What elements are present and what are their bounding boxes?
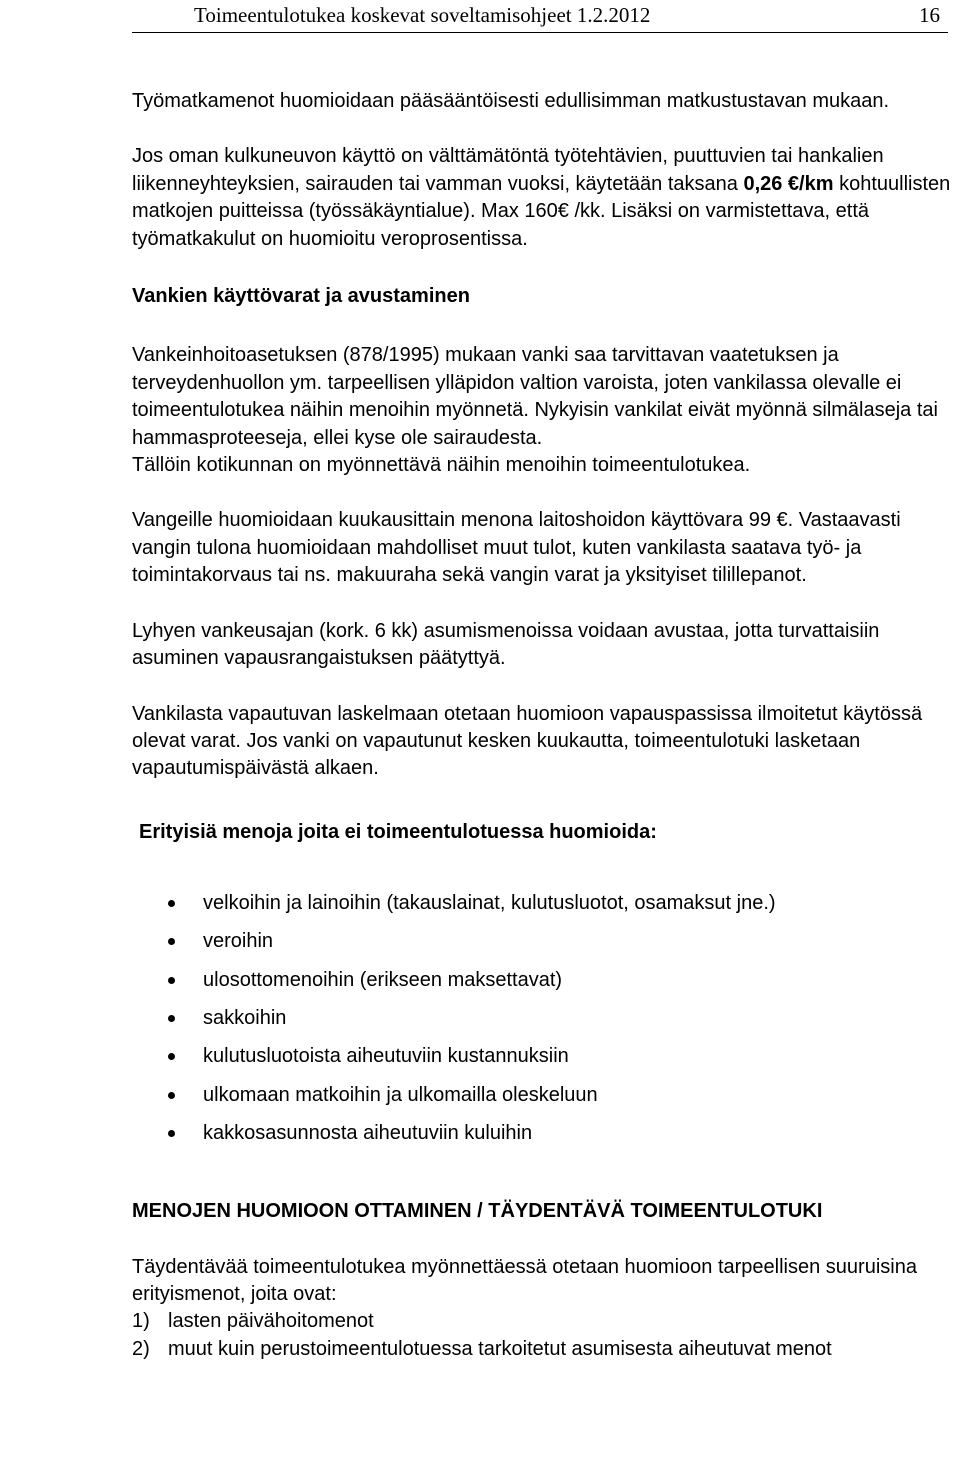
header-title: Toimeentulotukea koskevat soveltamisohjeet 1.2.2012 <box>194 3 651 27</box>
section-heading-special-expenses: Erityisiä menoja joita ei toimeentulotuessa huomioida: <box>139 820 657 843</box>
paragraph-prison-decree: Vankeinhoitoasetuksen (878/1995) mukaan vanki saa tarvittavan vaatetuksen ja terveydenhuollon ym. tarpeellisen ylläpidon valtion varoista, joten vankilassa olevalle ei toimeentulotukea näihin menoihin myönnetä. Nykyisin vankilat eivät myönnä silmälaseja tai hammasproteeseja, ellei kyse ole sairaudesta. <box>132 344 938 449</box>
paragraph-own-vehicle <box>132 143 956 253</box>
list-item <box>132 1005 956 1043</box>
list-item-text: velkoihin ja lainoihin (takauslainat, kulutusluotot, osamaksut jne.) <box>203 892 776 915</box>
page-number: 16 <box>919 3 940 27</box>
document-body <box>132 88 956 1363</box>
paragraph-own-vehicle-text-2: kohtuullisten matkojen puitteissa (työssäkäyntialue). Max 160€ /kk. Lisäksi on varmistettava, että työmatkakulut on huomioitu veroprosentissa. <box>132 172 951 250</box>
paragraph-municipality: Tällöin kotikunnan on myönnettävä näihin menoihin toimeentulotukea. <box>132 454 751 477</box>
list-item <box>132 1120 956 1158</box>
list-item-text: ulosottomenoihin (erikseen maksettavat) <box>203 968 563 991</box>
section-heading-prisoners: Vankien käyttövarat ja avustaminen <box>132 285 470 308</box>
bullet-icon <box>168 1053 175 1060</box>
paragraph-supplementary: Täydentävää toimeentulotukea myönnettäessä otetaan huomioon tarpeellisen suuruisina erityismenot, joita ovat: <box>132 1255 917 1306</box>
bullet-icon <box>168 977 175 984</box>
list-item <box>132 890 956 928</box>
list-item-text: kulutusluotoista aiheutuviin kustannuksiin <box>203 1045 569 1068</box>
list-item-text: veroihin <box>203 930 274 953</box>
bullet-icon <box>168 938 175 945</box>
bullet-icon <box>168 1015 175 1022</box>
list-item-text: kakkosasunnosta aiheutuviin kuluihin <box>203 1121 533 1144</box>
list-item <box>132 1308 956 1335</box>
list-item <box>132 967 956 1005</box>
supplementary-expenses-list <box>132 1308 956 1363</box>
page-header <box>132 2 948 33</box>
list-item-text: sakkoihin <box>203 1007 287 1030</box>
bullet-icon <box>168 1092 175 1099</box>
list-item-number: 1) <box>132 1310 150 1333</box>
list-item-text: muut kuin perustoimeentulotuessa tarkoitetut asumisesta aiheutuvat menot <box>168 1337 832 1360</box>
special-expenses-list <box>132 890 956 1158</box>
paragraph-short-sentence: Lyhyen vankeusajan (kork. 6 kk) asumismenoissa voidaan avustaa, jotta turvattaisiin asuminen vapausrangaistuksen päätyttyä. <box>132 619 880 670</box>
section-heading-supplementary: MENOJEN HUOMIOON OTTAMINEN / TÄYDENTÄVÄ TOIMEENTULOTUKI <box>132 1200 823 1223</box>
paragraph-release: Vankilasta vapautuvan laskelmaan otetaan huomioon vapauspassissa ilmoitetut käytössä olevat varat. Jos vanki on vapautunut kesken kuukautta, toimeentulotuki lasketaan vapautumispäivästä alkaen. <box>132 702 923 780</box>
paragraph-travel-costs: Työmatkamenot huomioidaan pääsääntöisesti edullisimman matkustustavan mukaan. <box>132 90 890 112</box>
list-item-text: ulkomaan matkoihin ja ulkomailla oleskeluun <box>203 1083 598 1106</box>
list-item <box>132 928 956 966</box>
list-item <box>132 1336 956 1363</box>
bullet-icon <box>168 900 175 907</box>
list-item-number: 2) <box>132 1337 150 1360</box>
list-item <box>132 1082 956 1120</box>
rate-per-km: 0,26 €/km <box>743 172 834 195</box>
list-item <box>132 1043 956 1081</box>
list-item-text: lasten päivähoitomenot <box>168 1310 374 1333</box>
paragraph-allowance: Vangeille huomioidaan kuukausittain menona laitoshoidon käyttövara 99 €. Vastaavasti vangin tulona huomioidaan mahdolliset muut tulot, kuten vankilasta saatava työ- ja toimintakorvaus tai ns. makuuraha sekä vangin varat ja yksityiset tilillepanot. <box>132 509 901 587</box>
paragraph-own-vehicle-text-1: Jos oman kulkuneuvon käyttö on välttämätöntä työtehtävien, puuttuvien tai hankalien liikenneyhteyksien, sairauden tai vamman vuoksi, käytetään taksana <box>132 145 884 195</box>
bullet-icon <box>168 1130 175 1137</box>
